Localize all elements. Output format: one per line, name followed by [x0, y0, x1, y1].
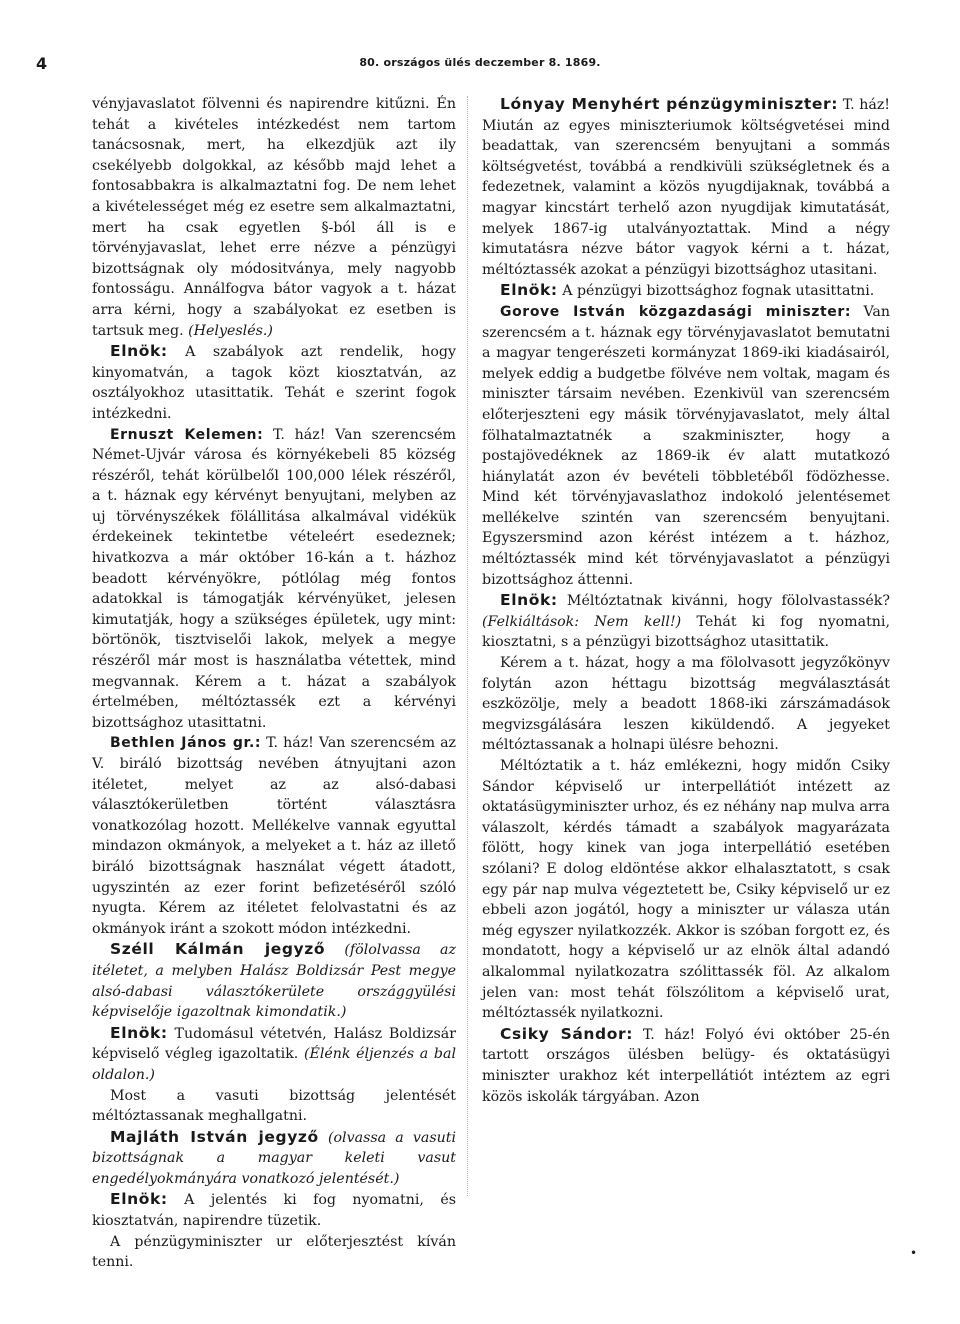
- speaker-name: Széll Kálmán jegyző: [110, 940, 326, 959]
- paragraph: [482, 590, 890, 653]
- paragraph: [92, 1127, 456, 1190]
- paragraph-text: T. ház! Miután az egyes miniszteriumok költségvetései mind beadattak, van szerencsém benyujtani a sommás költségvetést, továbbá a rendkivüli szükségletnek és a fedezetnek, valamint a közös nyugdijaknak, továbbá a magyar kincstárt terhelő azon nyugdijak kimutatását, melyek 1867-ig utalványoztattak. Mind a négy kimutatásra nézve bátor vagyok kérni a t. házat, méltóztassék azokat a pénzügyi bizottsághoz utasitani.: [482, 97, 890, 278]
- interjection: (Helyeslés.): [188, 322, 273, 339]
- right-column: [482, 94, 890, 1107]
- paragraph-text: A pénzügyminiszter ur előterjesztést kíván tenni.: [92, 1233, 456, 1271]
- paragraph: [92, 94, 456, 341]
- speaker-name: Elnök:: [500, 591, 558, 610]
- left-column: [92, 94, 456, 1273]
- paragraph-text: Kérem a t. házat, hogy a ma fölolvasott jegyzőkönyv folytán azon héttagu bizottság megválasztását eszközölje, mely a beadott 1868-iki zárszámadások megvizsgálására leszen kiküldendő. A jegyeket méltóztassanak a holnapi ülésre behozni.: [482, 655, 890, 754]
- speaker-name: Elnök:: [110, 1023, 168, 1042]
- paragraph-text: Tudomásul vétetvén, Halász Boldizsár képviselő végleg igazoltatik.: [92, 1025, 456, 1063]
- paragraph: [92, 341, 456, 424]
- paragraph-text: T. ház! Van szerencsém Német-Ujvár városa és környékebeli 85 község részéről, tehát körülbelől 100,000 lélek részéről, a t. háznak egy kérvényt benyujtani, melyben az uj törvényszékek fölállitása alkalmával vidékük érdekeinek tekintetbe vételeért esedeznek; hivatkozva a már október 16-kán a t. házhoz beadott kérvényökre, pótlólag még fontos adatokkal is támogatják kérvényüket, jelesen kimutatják, hogy a szükséges épületek, ugy mint: börtönök, tisztviselői lakok, melyek a megye részéről már most is használatba vétettek, mind megvannak. Kérem a t. házat a szabályok értelmében, méltóztassék ezt a kérvényi bizottsághoz utasittatni.: [92, 426, 456, 731]
- paragraph-text: A jelentés ki fog nyomatni, és kiosztatván, napirendre tüzetik.: [92, 1192, 456, 1230]
- paragraph: [92, 1086, 456, 1127]
- paragraph-text: T. ház! Van szerencsém az V. biráló bizottság nevében átnyujtani azon itéletet, melyet az az alsó-dabasi választókerületben történt választásra vonatkozólag hozott. Mellékelve vannak egyuttal mindazon okmányok, a melyeket a t. ház az illető biráló bizottságnak használat végett átadott, ugyszintén az ezer forint befizetéséről szóló nyugta. Kérem az itéletet felolvastatni és az okmányok iránt a szokott módon intézkedni.: [92, 735, 456, 937]
- paragraph-text: Tehát ki fog nyomatni, kiosztatni, s a pénzügyi bizottsághoz utasittatik.: [482, 613, 890, 651]
- paragraph: [92, 425, 456, 734]
- paragraph: [92, 1189, 456, 1231]
- stage-direction: (olvassa a vasuti bizottságnak a magyar keleti vasut engedélyokmányára vonatkozó jelentését.): [92, 1129, 457, 1187]
- paragraph-text: T. ház! Folyó évi október 25-én tartott országos ülésben belügy- és oktatásügyi miniszter urakhoz két interpellátiót intéztem az egri közös iskolák tárgyában. Azon: [482, 1026, 890, 1105]
- paragraph-text: Méltóztatnak kivánni, hogy fölolvastassék?: [566, 593, 890, 610]
- column-divider: [467, 96, 469, 1196]
- paragraph: [92, 1023, 456, 1086]
- paragraph: [482, 302, 890, 590]
- paragraph: [92, 1232, 456, 1273]
- speaker-name: Majláth István jegyző: [110, 1127, 319, 1146]
- paragraph: [482, 1024, 890, 1107]
- speaker-name: Bethlen János gr.:: [110, 735, 262, 752]
- paragraph: [482, 653, 890, 756]
- paragraph: [482, 756, 890, 1024]
- paragraph: [92, 939, 456, 1022]
- speaker-name: Lónyay Menyhért pénzügyminiszter:: [500, 95, 839, 113]
- print-mark: •: [910, 1246, 918, 1260]
- paragraph-text: Méltóztatik a t. ház emlékezni, hogy midőn Csiky Sándor képviselő ur interpellátiót intézett az oktatásügyminiszter urhoz, és ez néhány nap mulva arra válaszolt, kérdés támadt a szabályok magyarázata fölött, hogy kinek van joga interpellátió esetében szólani? E dolog eldöntése akkor elhalasztatott, s csak egy pár nap mulva végeztetett be, Csiky képviselő ur ez ebbeli azon jogától, hogy a miniszter ur válasza után még egyszer nyilatkozzék. Akkor is szóban forgott ez, és mondatott, hogy a képviselő ur az elnök által adandó alkalommal nyilatkozatra szólittassék föl. Az alkalom jelen van: most tehát fölszólitom a képviselő urat, méltóztassék nyilatkozni.: [482, 758, 891, 1022]
- speaker-name: Gorove István közgazdasági miniszter:: [500, 303, 852, 320]
- running-head: 80. országos ülés deczember 8. 1869.: [359, 56, 601, 69]
- interjection: (Felkiáltások: Nem kell!): [482, 613, 682, 630]
- speaker-name: Elnök:: [500, 281, 558, 300]
- paragraph: [92, 733, 456, 939]
- speaker-name: Ernuszt Kelemen:: [110, 426, 264, 443]
- interjection: (Élénk éljenzés a bal oldalon.): [92, 1046, 456, 1083]
- speaker-name: Elnök:: [110, 1190, 168, 1209]
- paragraph-text: Van szerencsém a t. háznak egy törvényjavaslatot bemutatni a magyar tengerészeti kormányzat 1869-iki kiadásairól, melyek eddig a budgetbe fölvéve nem voltak, magam és miniszter társaim nevében. Ezenkivül van szerencsém előterjeszteni egy másik törvényjavaslatot, mely által fölhatalmaztatnék a szakminiszter, hogy a postajövedéknek az 1869-ik év alatt mutatkozó hiánylatát azon év bevételi többletéből födözhesse. Mind két törvényjavaslathoz indokoló jelentésemet mellékelve szintén van szerencsém benyujtani. Egyszersmind azon kérést intézem a t. házhoz, méltóztassék mind két törvényjavaslatot a pénzügyi bizottsághoz áttenni.: [482, 303, 890, 588]
- paragraph-text: A pénzügyi bizottsághoz fognak utasittatni.: [562, 283, 875, 300]
- speaker-name: Elnök:: [110, 342, 168, 361]
- paragraph: [482, 280, 890, 302]
- paragraph-text: Most a vasuti bizottság jelentését méltóztassanak meghallgatni.: [92, 1087, 456, 1125]
- paragraph: [482, 94, 890, 280]
- paragraph-text: vényjavaslatot fölvenni és napirendre kitűzni. Én tehát a kivételes intézkedést nem tartom tanácsosnak, mert, ha elkezdjük azt ily csekélyebb dolgokkal, az később majd lehet a fontosabbakra is alkalmaztatni fog. De nem lehet a kivételességet még ez esetre sem alkalmaztatni, mert ha csak egyetlen §-ból áll is e törvényjavaslat, lehet erre nézve a pénzügyi bizottságnak oly módositványa, mely nagyobb fontosságu. Annálfogva bátor vagyok a t. házat arra kérni, hogy a szabályokat ez esetben is tartsuk meg.: [92, 96, 456, 339]
- speaker-name: Csiky Sándor:: [500, 1024, 634, 1043]
- paragraph-text: A szabályok azt rendelik, hogy kinyomatván, a tagok közt kiosztatván, az osztályokhoz utasittatik. Tehát e szerint fogok intézkedni.: [92, 344, 456, 422]
- page-number: 4: [36, 54, 48, 73]
- stage-direction: (fölolvassa az itéletet, a melyben Halász Boldizsár Pest megye alsó-dabasi választókerülete országgyülési képviselője igazoltnak kimondatik.): [92, 942, 456, 1021]
